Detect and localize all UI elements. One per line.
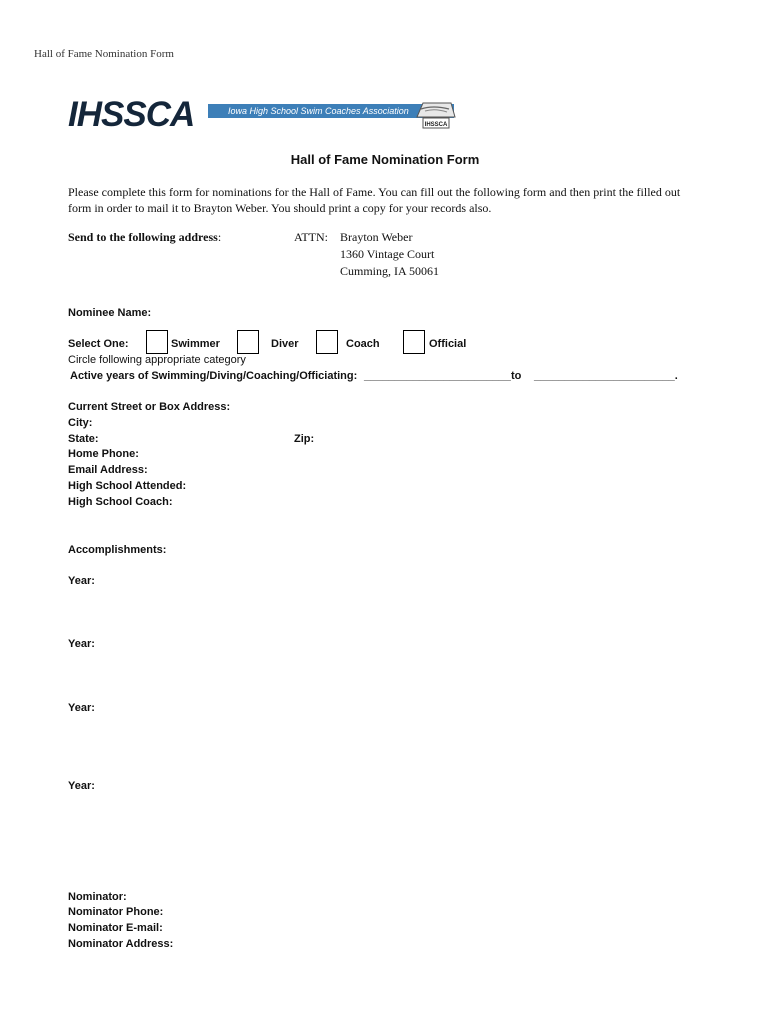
state-label: State: <box>68 433 99 445</box>
address-line-2: 1360 Vintage Court <box>340 247 435 261</box>
ihssca-logo <box>68 97 461 133</box>
street-address-label: Current Street or Box Address: <box>68 401 231 413</box>
active-years-label: Active years of Swimming/Diving/Coaching/Officiating: <box>70 370 358 382</box>
year-label: Year: <box>68 575 95 587</box>
address-line-1: Brayton Weber <box>340 230 413 244</box>
diver-option-label: Diver <box>271 338 299 350</box>
active-years-start-field[interactable]: ________________________ <box>364 370 511 382</box>
select-one-label: Select One: <box>68 338 129 350</box>
high-school-coach-label: High School Coach: <box>68 496 173 508</box>
city-label: City: <box>68 417 93 429</box>
send-to-label <box>68 230 221 245</box>
attn-label: ATTN: <box>294 230 328 244</box>
address-line-3: Cumming, IA 50061 <box>340 264 440 278</box>
logo-tagline: Iowa High School Swim Coaches Association <box>228 106 409 116</box>
diver-checkbox[interactable] <box>237 330 259 354</box>
home-phone-label: Home Phone: <box>68 448 139 460</box>
accomplishments-label: Accomplishments: <box>68 544 167 556</box>
year-label: Year: <box>68 780 95 792</box>
high-school-attended-label: High School Attended: <box>68 480 187 492</box>
email-address-label: Email Address: <box>68 464 148 476</box>
logo-wordmark: IHSSCA <box>68 95 195 134</box>
send-to-colon: : <box>217 230 222 244</box>
swimmer-option-label: Swimmer <box>171 338 220 350</box>
coach-option-label: Coach <box>346 338 380 350</box>
emblem-text: IHSSCA <box>424 122 448 128</box>
nominee-name-label: Nominee Name: <box>68 307 152 319</box>
page-header: Hall of Fame Nomination Form <box>34 48 174 60</box>
zip-label: Zip: <box>294 433 315 445</box>
active-years-end-field[interactable]: _______________________. <box>534 370 678 382</box>
form-title: Hall of Fame Nomination Form <box>290 152 480 167</box>
official-checkbox[interactable] <box>403 330 425 354</box>
pool-emblem-icon <box>413 97 459 130</box>
nominator-label: Nominator: <box>68 891 127 903</box>
year-label: Year: <box>68 702 95 714</box>
official-option-label: Official <box>429 338 467 350</box>
coach-checkbox[interactable] <box>316 330 338 354</box>
year-label: Year: <box>68 638 95 650</box>
intro-paragraph: Please complete this form for nominations for the Hall of Fame. You can fill out the following form and then print the filled out form in order to mail it to Brayton Weber. You should print a copy for your records also. <box>68 185 681 215</box>
category-hint: Circle following appropriate category <box>68 354 246 366</box>
active-years-to-label: to <box>511 370 522 382</box>
nominator-phone-label: Nominator Phone: <box>68 906 164 918</box>
nominator-email-label: Nominator E-mail: <box>68 922 163 934</box>
send-to-text: Send to the following address <box>68 230 218 244</box>
nominator-address-label: Nominator Address: <box>68 938 174 950</box>
swimmer-checkbox[interactable] <box>146 330 168 354</box>
